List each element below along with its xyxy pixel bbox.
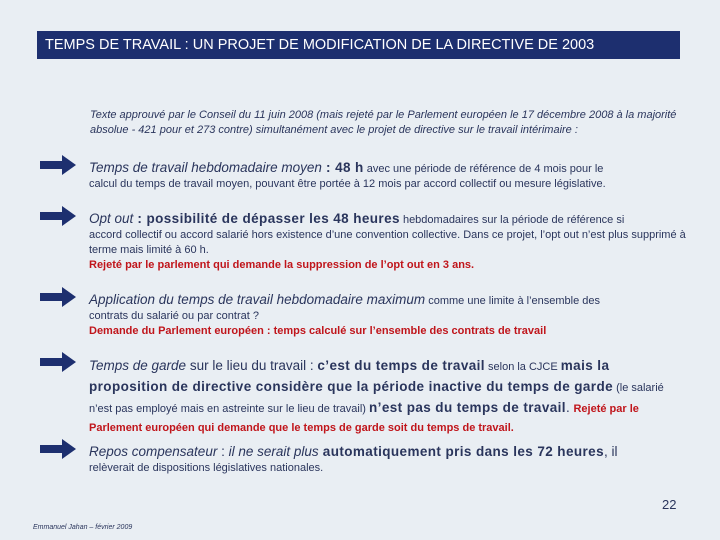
intro-text: Texte approuvé par le Conseil du 11 juin 2008 (mais rejeté par le Parlement européen le 17 décembre 2008 à la majorité absolue - 421 pour et 273 contre) simultanément avec le projet de directive sur le travail intérimaire :: [90, 109, 677, 136]
list-item: [89, 356, 689, 438]
item-part: selon la CJCE: [484, 361, 561, 373]
item-body: accord collectif ou accord salarié hors existence d’une convention collective. Dans ce projet, l’opt out n’est plus supprimé à terme mais limité à 60 h.: [89, 229, 686, 256]
item-inline: hebdomadaires sur la période de référence si: [399, 214, 625, 226]
item-rejection: Rejeté par le parlement qui demande la suppression de l’opt out en 3 ans.: [89, 259, 475, 271]
arrow-right-icon: [40, 352, 76, 372]
item-part: :: [217, 444, 229, 459]
arrow-right-icon: [40, 155, 76, 175]
item-lead-bold: : 48 h: [321, 160, 364, 175]
arrow-right-icon: [40, 287, 76, 307]
arrow-right-icon: [40, 439, 76, 459]
item-part-bold: automatiquement pris dans les 72 heures: [318, 444, 604, 459]
page-number: 22: [662, 497, 677, 512]
item-body: contrats du salarié ou par contrat ?: [89, 310, 259, 322]
list-item: [89, 291, 689, 339]
item-body: calcul du temps de travail moyen, pouvant être portée à 12 mois par accord collectif ou mesure législative.: [89, 178, 606, 190]
item-inline: comme une limite à l’ensemble des: [425, 295, 601, 307]
item-request: Demande du Parlement européen : temps calculé sur l’ensemble des contrats de travail: [89, 325, 547, 337]
item-lead: Temps de travail hebdomadaire moyen: [89, 160, 322, 175]
item-rejection: Rejeté par le Parlement européen qui demande que le temps de garde soit du temps de travail.: [89, 403, 639, 434]
list-item: [89, 210, 689, 273]
item-part: (le salarié n’est pas employé mais en astreinte sur le lieu de travail): [89, 382, 664, 415]
item-part: il ne serait plus: [228, 444, 319, 459]
item-inline: avec une période de référence de 4 mois pour le: [363, 163, 604, 175]
item-lead: Temps de garde: [89, 358, 187, 373]
item-body: relèverait de dispositions législatives nationales.: [89, 462, 324, 474]
list-item: [89, 443, 689, 476]
item-part-bold: n’est pas du temps de travail: [369, 400, 566, 415]
arrow-right-icon: [40, 206, 76, 226]
item-lead: Repos compensateur: [89, 444, 218, 459]
page-title: TEMPS DE TRAVAIL : UN PROJET DE MODIFICATION DE LA DIRECTIVE DE 2003: [37, 31, 680, 59]
item-lead: Application du temps de travail hebdomadaire maximum: [89, 292, 426, 307]
item-part-bold: mais la proposition de directive considère que la période inactive du temps de garde: [89, 358, 614, 394]
item-part: .: [565, 400, 574, 415]
footer-author: Emmanuel Jahan – février 2009: [33, 524, 133, 531]
list-item: [89, 159, 689, 192]
item-part: sur le lieu du travail :: [186, 358, 318, 373]
item-part: , il: [603, 444, 618, 459]
item-lead: Opt out: [89, 211, 134, 226]
item-part-bold: c’est du temps de travail: [317, 358, 485, 373]
item-lead-bold: : possibilité de dépasser les 48 heures: [133, 211, 400, 226]
